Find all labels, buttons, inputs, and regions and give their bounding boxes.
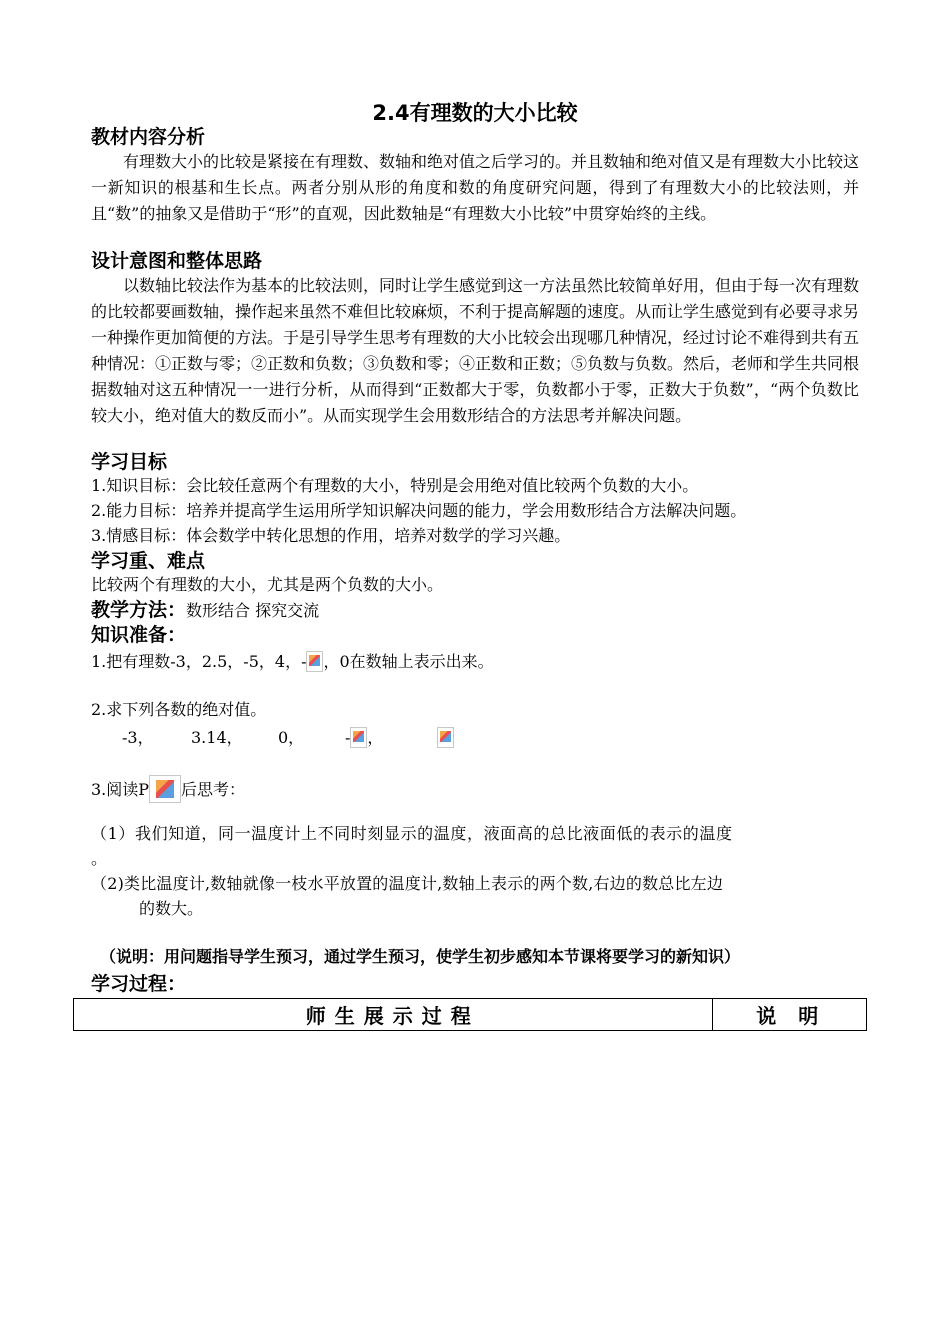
heading-goals: 学习目标 xyxy=(91,451,168,473)
heading-key-points: 学习重、难点 xyxy=(91,550,206,572)
page-number-image-icon xyxy=(149,775,181,803)
fraction-image-icon xyxy=(437,727,454,748)
prep-question-2: 2.求下列各数的绝对值。 xyxy=(91,700,267,719)
heading-method: 教学方法： xyxy=(91,599,187,621)
abs-value-4-sep: ， xyxy=(367,728,384,747)
table-header-process: 师生展示过程 xyxy=(74,999,713,1031)
document-title: 2.4有理数的大小比较 xyxy=(372,101,578,125)
q1-text-before: 1.把有理数-3，2.5，-5，4，- xyxy=(91,652,307,671)
heading-process: 学习过程： xyxy=(91,973,187,995)
process-table xyxy=(73,998,867,1031)
preview-note: （说明：用问题指导学生预习，通过学生预习，使学生初步感知本节课将要学习的新知识） xyxy=(100,947,741,966)
abs-value-2: 3.14， xyxy=(191,728,243,747)
abs-value-4-sign: - xyxy=(345,728,351,747)
prep-question-3-sub-1-end: 。 xyxy=(91,849,108,868)
goal-item-2: 2.能力目标：培养并提高学生运用所学知识解决问题的能力，学会用数形结合方法解决问题。 xyxy=(91,501,747,520)
abs-value-1: -3， xyxy=(122,728,154,747)
prep-question-1 xyxy=(91,651,494,673)
prep-question-3-sub-2: （2)类比温度计,数轴就像一枝水平放置的温度计,数轴上表示的两个数,右边的数总比左边 xyxy=(91,874,724,893)
table-header-notes: 说明 xyxy=(712,999,866,1031)
q1-text-after: ，0在数轴上表示出来。 xyxy=(323,652,494,671)
abs-value-3: 0， xyxy=(278,728,305,747)
method-line xyxy=(91,598,319,623)
goal-item-3: 3.情感目标：体会数学中转化思想的作用，培养对数学的学习兴趣。 xyxy=(91,526,571,545)
table-header-row xyxy=(74,999,867,1031)
q3-text-after: 后思考： xyxy=(181,780,246,799)
prep-question-3-sub-2-cont: 的数大。 xyxy=(139,899,204,918)
goal-item-1: 1.知识目标：会比较任意两个有理数的大小，特别是会用绝对值比较两个负数的大小。 xyxy=(91,476,699,495)
analysis-paragraph xyxy=(91,149,859,227)
key-points-text: 比较两个有理数的大小，尤其是两个负数的大小。 xyxy=(91,575,444,594)
design-paragraph xyxy=(91,273,859,429)
q3-text-before: 3.阅读P xyxy=(91,780,150,799)
heading-prep: 知识准备： xyxy=(91,624,187,646)
analysis-text: 有理数大小的比较是紧接在有理数、数轴和绝对值之后学习的。并且数轴和绝对值又是有理数大小比较这一新知识的根基和生长点。两者分别从形的角度和数的角度研究问题，得到了有理数大小的比较法则，并且“数”的抽象又是借助于“形”的直观，因此数轴是“有理数大小比较”中贯穿始终的主线。 xyxy=(91,152,860,223)
fraction-image-icon xyxy=(306,651,323,672)
design-text: 以数轴比较法作为基本的比较法则，同时让学生感觉到这一方法虽然比较简单好用，但由于每一次有理数的比较都要画数轴，操作起来虽然不难但比较麻烦，不利于提高解题的速度。从而让学生感觉到有必要寻求另一种操作更加简便的方法。于是引导学生思考有理数的大小比较会出现哪几种情况，经过讨论不难得到共有五种情况：①正数与零；②正数和负数；③负数和零；④正数和正数；⑤负数与负数。然后，老师和学生共同根据数轴对这五种情况一一进行分析，从而得到“正数都大于零，负数都小于零，正数大于负数”，“两个负数比较大小，绝对值大的数反而小”。从而实现学生会用数形结合的方法思考并解决问题。 xyxy=(91,276,860,425)
prep-question-3 xyxy=(91,775,245,803)
fraction-image-icon xyxy=(350,727,367,748)
heading-design: 设计意图和整体思路 xyxy=(91,250,263,272)
heading-analysis: 教材内容分析 xyxy=(91,126,206,148)
abs-value-4 xyxy=(345,727,383,749)
prep-question-3-sub-1: （1）我们知道，同一温度计上不同时刻显示的温度，液面高的总比液面低的表示的温度 xyxy=(91,824,733,843)
method-text: 数形结合 探究交流 xyxy=(186,601,320,620)
